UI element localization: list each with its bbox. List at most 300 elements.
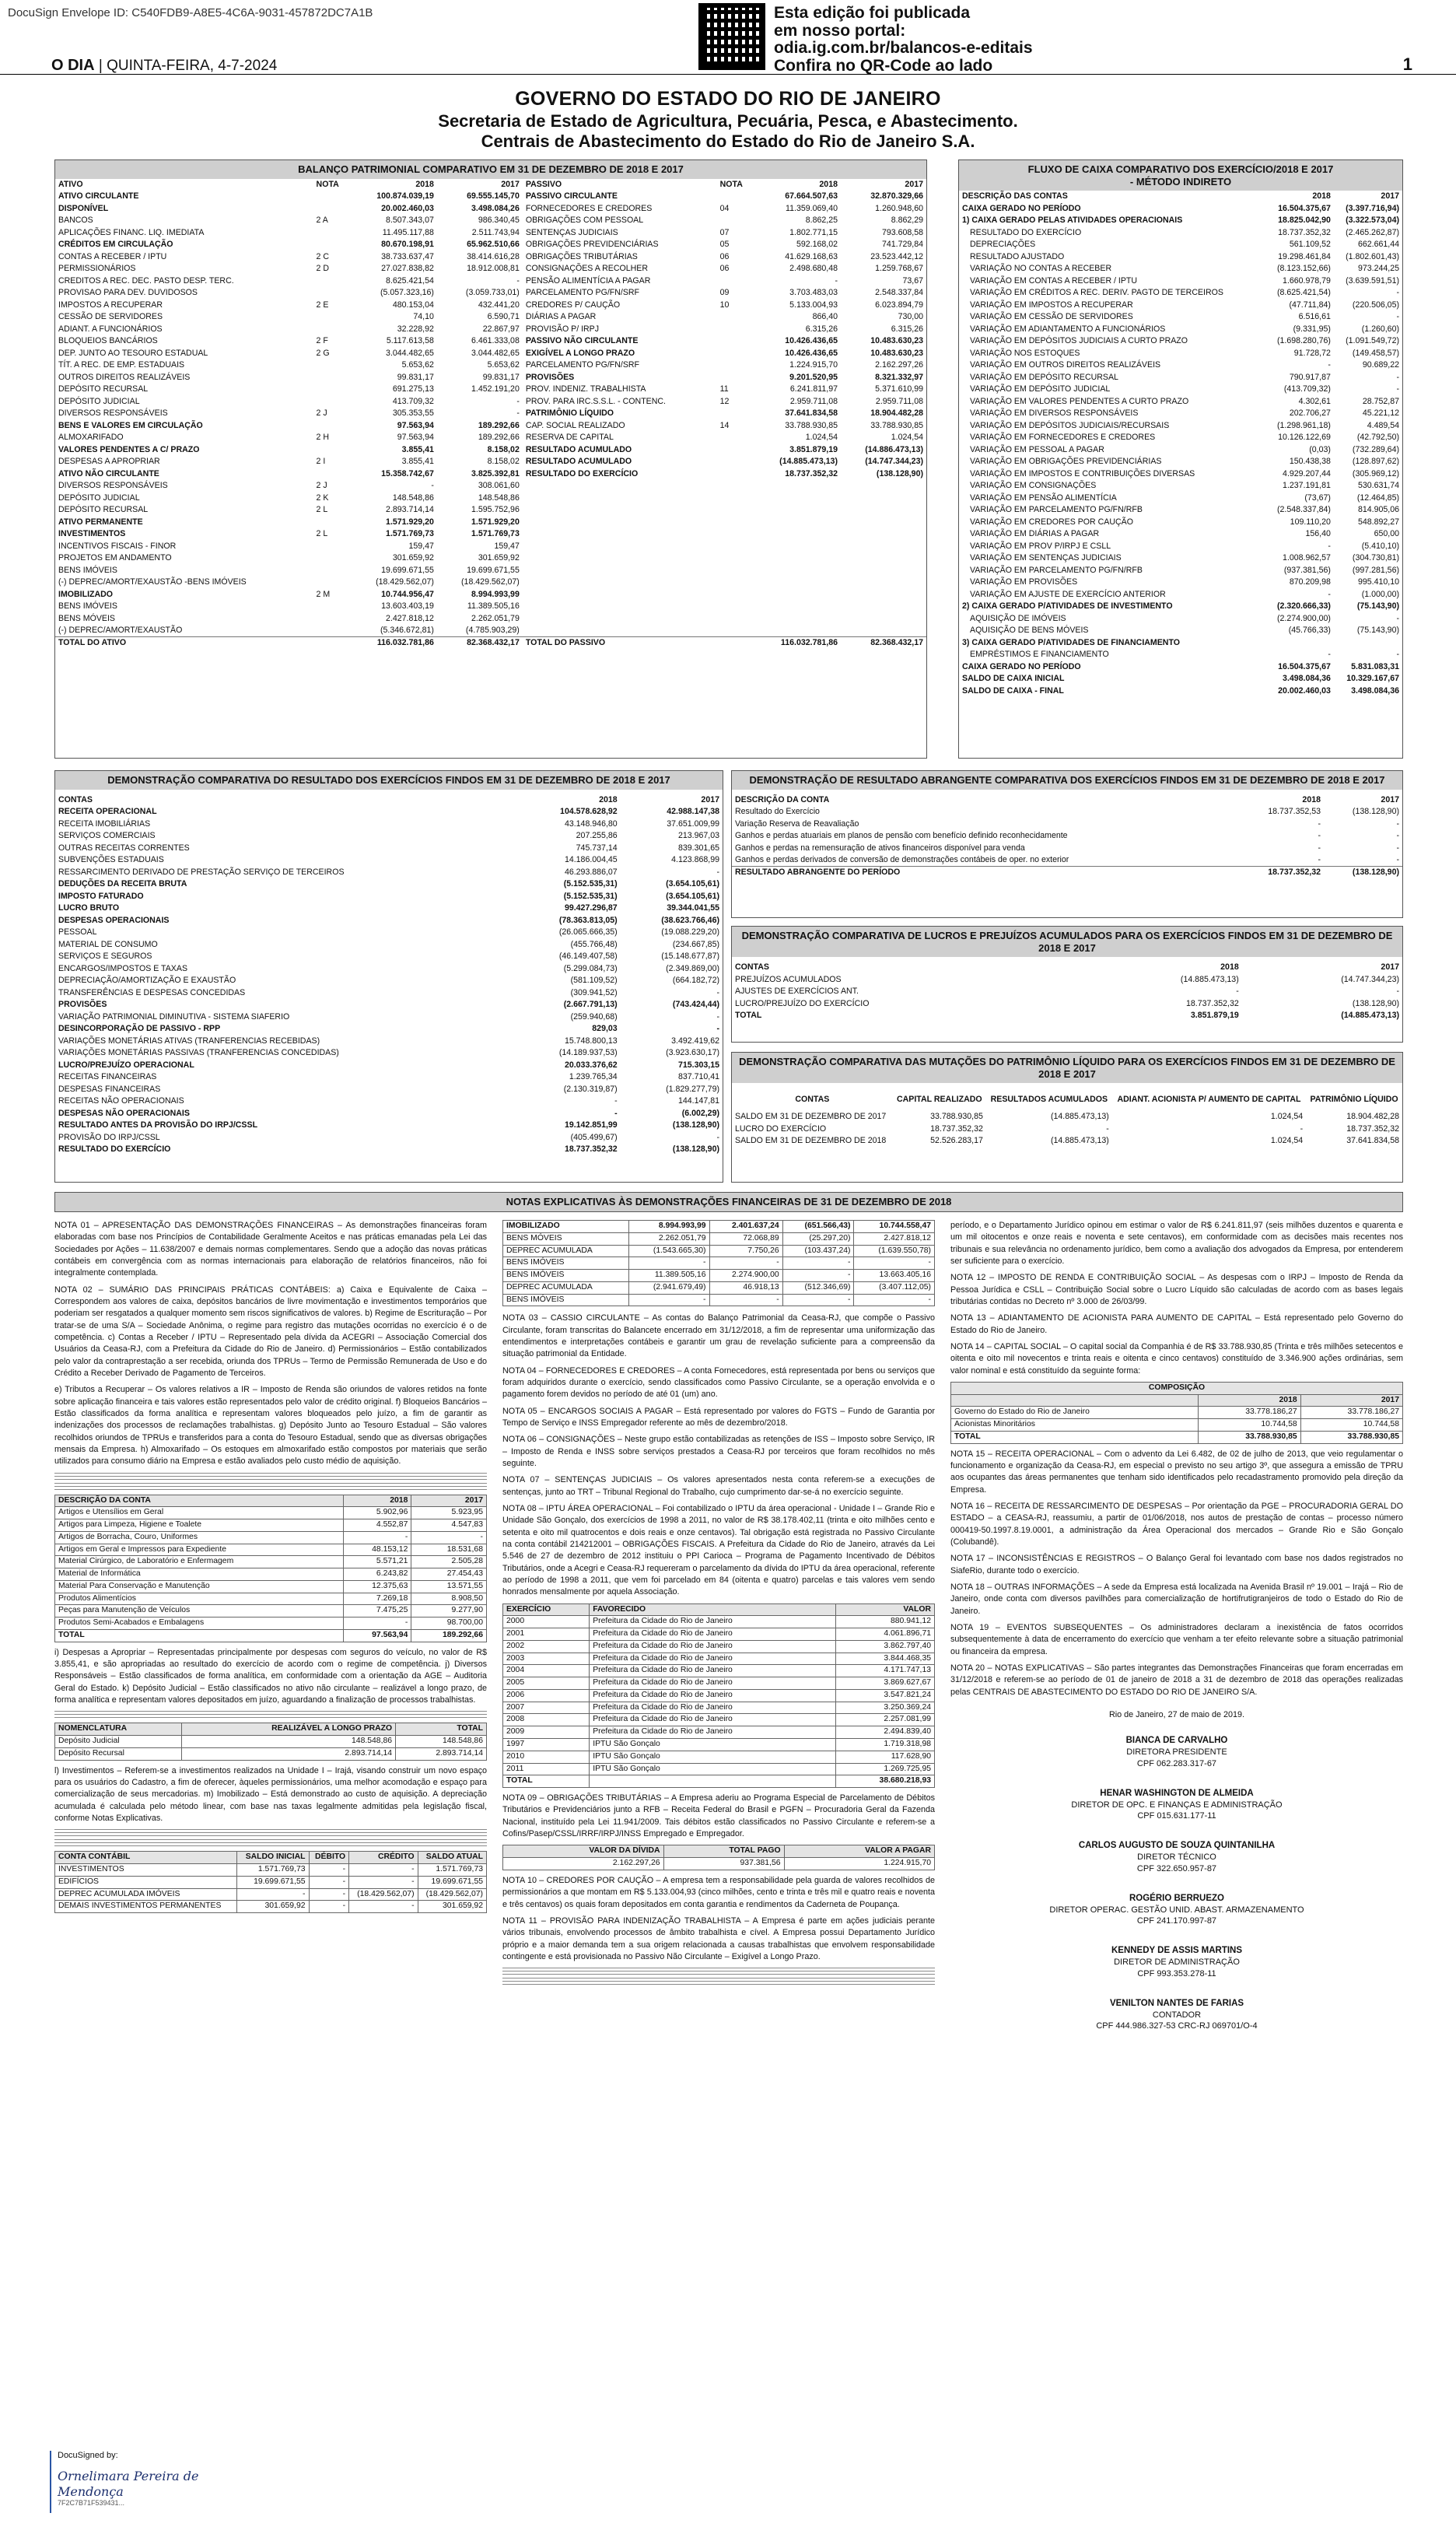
table-cell: - [343,1617,411,1630]
table-cell: (26.065.666,35) [558,927,618,938]
table-cell [313,613,352,626]
table-cell: 8.994.993,99 [471,589,520,599]
signature-doc: CPF 444.986.327-53 CRC-RJ 069701/O-4 [1096,2021,1258,2031]
table-cell: (45.766,33) [1288,626,1331,636]
table-cell: IMOBILIZADO [58,589,114,599]
table-cell: 2 E [316,300,329,310]
table-cell: AJUSTES DE EXERCÍCIOS ANT. [735,987,859,997]
table-row [55,275,926,288]
table-cell: (259.940,68) [570,1011,618,1022]
table-cell: 1.024,54 [1270,1136,1304,1146]
table-cell: 1.571.929,20 [386,517,434,527]
signature-doc: CPF 993.353.278-11 [1137,1968,1216,1978]
table-cell: Prefeitura da Cidade do Rio de Janeiro [590,1714,836,1726]
table-cell: 2008 [503,1714,590,1726]
table-cell: 2.427.818,12 [386,613,434,623]
table-cell: 10.744,58 [1300,1419,1402,1432]
table-cell [717,504,755,517]
table-cell: (9.331,95) [1293,324,1331,334]
table-cell: 3.855,41 [401,444,434,454]
signatures [950,1735,1403,2031]
table-row [503,1677,935,1690]
table-row [55,1568,487,1581]
table-cell: RESULTADO DO EXERCÍCIO [525,468,639,478]
table-cell: DEP. JUNTO AO TESOURO ESTADUAL [58,348,208,358]
table-cell: - [1396,855,1399,865]
table-row [959,263,1402,275]
table-cell: 870.209,98 [1289,577,1331,587]
table-cell: (18.429.562,07) [418,1888,486,1901]
table-row [959,601,1402,613]
divida-table [502,1845,935,1870]
table-cell: ENCARGOS/IMPOSTOS E TAXAS [58,963,188,973]
table-cell: 11.389.505,16 [467,601,520,612]
table-cell: ALMOXARIFADO [58,433,124,443]
table-cell: 2.893.714,14 [181,1747,395,1760]
table-cell: - [614,1096,618,1106]
table-cell: Artigos e Utensílios em Geral [55,1507,344,1519]
table-cell: (75.143,90) [1356,626,1399,636]
table-cell: 2.427.818,12 [854,1232,935,1245]
table-cell: 3.044.482,65 [386,348,434,358]
table-cell: - [1300,1123,1304,1134]
table-cell: - [1106,1123,1109,1134]
table-row [959,215,1402,227]
table-cell: SUBVENÇÕES ESTADUAIS [58,855,164,865]
table-row [503,1257,935,1270]
table-cell: 98.700,00 [411,1617,487,1630]
table-cell: - [1396,384,1399,394]
table-row [55,191,926,203]
table-cell: 33.778.186,27 [1199,1407,1300,1419]
table-cell: 2004 [503,1665,590,1677]
table-cell: 3.492.419,62 [671,1036,719,1046]
table-cell: 5.923,95 [411,1507,487,1519]
table-row [55,951,723,963]
column-header: 2017 [1381,191,1399,202]
table-cell: CAIXA GERADO NO PERÍODO [962,203,1081,213]
table-cell: VARIAÇÃO EM ADIANTAMENTO A FUNCIONÁRIOS [970,324,1166,334]
table-row [55,891,723,903]
table-row [959,685,1402,698]
table-cell: VARIAÇÃO EM DIÁRIAS A PAGAR [970,529,1100,539]
table-cell: (38.623.766,46) [661,915,719,925]
table-cell: 18.912.008,81 [467,264,520,274]
table-cell: (3.923.630,17) [666,1048,719,1058]
table-cell: DEPREC ACUMULADA [503,1281,629,1294]
table-row [503,1858,935,1870]
composicao-table: COMPOSIÇÃO 2018 2017 Governo do Estado do Rio de Janeiro 33.778.186,27 33.778.186,27 Acionistas Minoritários 10.744,58 10.744,58 TOTAL 33.788.930,85 33.788.930,85 [950,1382,1403,1444]
table-cell: 1.024,54 [1270,1112,1304,1122]
table-cell: - [716,1011,719,1022]
table-row [732,843,1402,855]
table-cell [523,480,717,492]
table-cell: 148.548,86 [181,1736,395,1748]
table-cell [717,215,755,227]
table-cell: VARIAÇÃO EM OUTROS DIREITOS REALIZÁVEIS [970,360,1161,370]
note-paragraph: NOTA 04 – FORNECEDORES E CREDORES – A conta Fornecedores, está representada por bens ou serviços que foram adquiridos durante o exercício, sendo classificados como Passivo Circulante, se a operação envolvida e o pagamento forem devidos no período de até 01 (um) ano. [502,1365,935,1400]
table-cell: 19.699.671,55 [237,1876,309,1888]
table-cell: (2.465.262,87) [1346,227,1399,237]
table-cell [313,565,352,577]
table-cell: SENTENÇAS JUDICIAIS [525,227,618,237]
table-cell: (78.363.813,05) [558,915,618,925]
table-cell: VARIAÇÃO EM DEPÓSITO RECURSAL [970,372,1118,382]
table-cell: 67.664.507,63 [785,191,838,202]
table-cell: 189.292,66 [411,1629,487,1642]
table-cell: DESPESAS A APROPRIAR [58,457,160,467]
table-cell [523,552,717,565]
table-row [959,372,1402,384]
table-cell [717,577,755,589]
table-row [732,818,1402,831]
table-row [959,251,1402,264]
table-cell: (14.885.473,13) [1180,974,1239,984]
table-cell [717,191,755,203]
table-row [959,637,1402,650]
table-row [959,492,1402,505]
table-cell: 5.831.083,31 [1351,661,1399,671]
table-cell: PERMISSIONÁRIOS [58,264,136,274]
table-cell: BENS IMÓVEIS [503,1270,629,1282]
table-cell: 2.959.711,08 [875,396,923,406]
table-row [55,1519,487,1532]
table-cell [523,492,717,505]
table-cell: RESULTADO AJUSTADO [970,251,1065,261]
table-cell [523,577,717,589]
table-cell: (732.289,64) [1352,444,1399,454]
note-paragraph: NOTA 11 – PROVISÃO PARA INDENIZAÇÃO TRABALHISTA – A Empresa é parte em ações judiciais perante vários tribunais, envolvendo processos de âmbito trabalhista e cível. A Empresa possui Departamento Jurídico próprio e a maior demanda tem a sua origem relacionada a causas trabalhistas que envolvem responsabilidade contingente e está provisionada no Passivo Não Circulante – Exigível a Longo Prazo. [502,1915,935,1961]
table-cell: DIÁRIAS A PAGAR [525,312,597,322]
table-row [55,843,723,855]
note-paragraph: NOTA 05 – ENCARGOS SOCIAIS A PAGAR – Está representado por valores do FGTS – Fundo de Garantia por Tempo de Serviço e INSS Empregador referente ao mês de dezembro/2018. [502,1406,935,1428]
table-cell: 6.461.333,08 [471,336,520,346]
table-cell [841,480,926,492]
table-cell: 3) CAIXA GERADO P/ATIVIDADES DE FINANCIAMENTO [962,637,1180,647]
table-cell: 18.737.352,32 [564,1144,618,1155]
table-cell [717,589,755,601]
table-cell: 27.027.838,82 [381,264,434,274]
table-cell [523,625,717,637]
column-header: DESCRIÇÃO DAS CONTAS [962,191,1068,202]
table-cell: 2 A [316,216,328,226]
table-cell: 116.032.781,86 [376,638,434,648]
signature-role: CONTADOR [1152,2010,1202,2020]
table-cell: 189.292,66 [478,420,520,430]
table-cell: Artigos para Limpeza, Higiene e Toalete [55,1519,344,1532]
table-cell [313,625,352,637]
table-cell: 148.548,86 [478,492,520,503]
table-cell [313,637,352,650]
table-cell: 9.201.520,95 [789,372,838,382]
table-cell [523,517,717,529]
table-row [55,384,926,396]
table-cell: 156,40 [1305,529,1331,539]
table-cell [755,480,841,492]
table-cell: 207.255,86 [576,831,618,841]
table-row [959,432,1402,444]
signature-name: ROGÉRIO BERRUEZO [1129,1893,1225,1903]
table-cell: (-) DEPREC/AMORT/EXAUSTÃO [58,626,183,636]
table-cell: (309.941,52) [570,987,618,997]
table-cell: (75.143,90) [1356,601,1399,612]
table-cell: 10 [719,300,730,310]
table-cell [755,577,841,589]
table-cell [841,577,926,589]
table-cell: (18.429.562,07) [376,577,434,587]
table-cell: 06 [719,264,730,274]
table-row [55,1901,487,1913]
table-cell [1334,637,1402,650]
table-cell [717,492,755,505]
dre-title: DEMONSTRAÇÃO COMPARATIVA DO RESULTADO DOS EXERCÍCIOS FINDOS EM 31 DE DEZEMBRO DE 2018 E 2017 [55,771,723,790]
table-cell: VARIAÇÃO NOS ESTOQUES [970,348,1080,358]
signature-doc: CPF 062.283.317-67 [1136,1758,1217,1768]
table-cell: (5.152.535,31) [563,879,618,889]
table-row [732,1010,1402,1022]
signature-name: BIANCA DE CARVALHO [1125,1736,1228,1746]
table-cell: - [431,481,434,491]
table-row [503,1221,935,1233]
signature-block [950,1788,1403,1822]
table-cell: Artigos em Geral e Impressos para Expediente [55,1544,344,1556]
table-cell: 33.788.930,85 [785,420,838,430]
table-cell: DIVERSOS RESPONSÁVEIS [58,408,168,419]
table-cell: 561.109,52 [1289,240,1331,250]
table-row [959,396,1402,408]
table-cell [841,504,926,517]
table-cell: VARIAÇÕES MONETÁRIAS ATIVAS (TRANFERENCIAS RECEBIDAS) [58,1036,320,1046]
column-header: EXERCÍCIO [503,1603,590,1616]
table-cell: - [1318,843,1321,853]
table-cell: PARCELAMENTO PG/FN/SRF [525,360,640,370]
table-cell: OBRIGAÇÕES COM PESSOAL [525,216,644,226]
table-row [959,359,1402,372]
table-cell: 2 J [316,481,327,491]
column-header: NOMENCLATURA [55,1723,182,1736]
table-row [55,480,926,492]
newspaper-header: O DIA | QUINTA-FEIRA, 4-7-2024 1 [0,54,1456,75]
table-cell: DESINCORPORAÇÃO DE PASSIVO - RPP [58,1024,221,1034]
table-cell: (2.320.666,33) [1276,601,1331,612]
table-cell: RECEITA IMOBILIÁRIAS [58,818,151,829]
table-cell: 11.495.117,88 [382,227,434,237]
table-cell: (0,03) [1309,444,1331,454]
table-cell: OBRIGAÇÕES PREVIDENCIÁRIAS [525,240,659,250]
table-cell: TOTAL [735,1011,762,1021]
docusigned-block: DocuSigned by: Ornelimara Pereira de Mendonça 7F2C7B71F539431... [50,2451,252,2513]
table-cell: (2.667.791,13) [563,1000,618,1010]
column-header: RESULTADOS ACUMULADOS [990,1094,1108,1104]
table-cell: 99.831,17 [397,372,434,382]
table-row [732,1123,1402,1136]
table-cell: DEPREC ACUMULADA [503,1245,629,1257]
table-cell: 480.153,04 [392,300,434,310]
table-cell: APLICAÇÕES FINANC. LIQ. IMEDIATA [58,227,205,237]
table-row [55,1736,487,1748]
table-cell: 18.737.352,32 [785,468,838,478]
table-cell: Ganhos e perdas derivados de conversão de demonstrações contábeis de oper. no exterior [735,855,1069,865]
table-row [503,1751,935,1763]
table-cell: 793.608,58 [881,227,923,237]
balanco-patrimonial [54,159,927,759]
table-cell: 06 [719,251,730,261]
table-cell [313,239,352,251]
table-cell: 6.590,71 [487,312,520,322]
table-cell: - [1396,372,1399,382]
table-cell: 730,00 [898,312,923,322]
table-row [55,878,723,891]
table-cell: 18.737.352,53 [1268,807,1321,817]
table-row [503,1739,935,1751]
table-cell: OBRIGAÇÕES TRIBUTÁRIAS [525,251,638,261]
table-row [55,915,723,927]
table-cell: 39.344.041,55 [667,903,719,913]
table-row [55,468,926,481]
table-cell: RESULTADO DO EXERCÍCIO [58,1144,171,1155]
table-cell: (1.802.601,43) [1346,251,1399,261]
table-row [503,1726,935,1739]
table-cell: 2 L [316,529,328,539]
table-cell: IMPOSTOS A RECUPERAR [58,300,163,310]
table-cell: TOTAL [55,1629,344,1642]
column-header: PASSIVO [525,179,562,189]
column-header: CONTAS [795,1094,830,1104]
table-row [503,1232,935,1245]
table-cell [523,528,717,541]
table-cell: BENS MÓVEIS [58,613,115,623]
table-cell: VARIAÇÃO EM IMPOSTOS A RECUPERAR [970,300,1133,310]
table-cell: VARIAÇÃO EM CREDORES POR CAUÇÃO [970,517,1133,527]
table-cell: BENS MÓVEIS [503,1232,629,1245]
table-row [55,1011,723,1024]
table-cell: 13.663.405,16 [854,1270,935,1282]
table-row [732,830,1402,843]
table-cell: (138.128,90) [672,1144,719,1155]
table-cell: CAIXA GERADO NO PERÍODO [962,661,1081,671]
table-cell: (14.885.473,13) [779,457,838,467]
table-row [959,649,1402,661]
table-cell: 1.452.191,20 [471,384,520,394]
table-cell: 104.578.628,92 [560,807,618,817]
table-cell: Variação Reserva de Reavaliação [735,818,859,829]
table-cell: 1.269.725,95 [836,1763,935,1775]
table-cell: PENSÃO ALIMENTÍCIA A PAGAR [525,275,651,286]
table-cell [717,335,755,348]
table-cell: 14.186.004,45 [564,855,618,865]
table-cell: (14.885.473,13) [1341,1011,1399,1021]
table-cell: 866,40 [812,312,838,322]
table-cell: 1.802.771,15 [789,227,838,237]
table-row [959,625,1402,637]
table-cell: (42.792,50) [1356,433,1399,443]
table-cell: Prefeitura da Cidade do Rio de Janeiro [590,1702,836,1714]
table-cell: DEPÓSITO RECURSAL [58,505,149,515]
table-cell: LUCRO DO EXERCÍCIO [735,1123,827,1134]
table-cell: (138.128,90) [1352,867,1399,878]
table-cell: 10.744.558,47 [854,1221,935,1233]
table-cell: (3.639.591,51) [1346,275,1399,286]
table-cell: 2003 [503,1653,590,1665]
column-header: FAVORECIDO [590,1603,836,1616]
table-cell: OUTROS DIREITOS REALIZÁVEIS [58,372,191,382]
table-cell: RESULTADO ABRANGENTE DO PERÍODO [735,867,901,878]
table-cell: (47.711,84) [1289,300,1331,310]
table-cell [841,589,926,601]
table-cell: (8.123.152,66) [1276,264,1331,274]
note-paragraph: NOTA 12 – IMPOSTO DE RENDA E CONTRIBUIÇÃO SOCIAL – As despesas com o IRPJ – Imposto de Renda da Pessoa Jurídica e CSLL – Contribuição Social sobre o Lucro Líquido são calculadas de acordo com as bases legais tributárias contidas no Decreto nº 3.000 de 26/03/99. [950,1273,1403,1306]
table-row [55,1747,487,1760]
table-cell: VARIAÇÃO EM OBRIGAÇÕES PREVIDENCIÁRIAS [970,457,1162,467]
table-cell: (15.148.677,87) [661,952,719,962]
table-row [503,1665,935,1677]
table-cell: SERVIÇOS COMERCIAIS [58,831,156,841]
table-cell: - [1318,818,1321,829]
table-cell: 46.918,13 [709,1281,782,1294]
table-row [55,565,926,577]
table-cell: (103.437,24) [782,1245,854,1257]
table-cell: 6.243,82 [343,1568,411,1581]
table-cell: (5.152.535,31) [563,891,618,901]
table-cell: (138.128,90) [1352,998,1399,1008]
table-row [55,1120,723,1132]
table-cell: 2.893.714,14 [396,1747,487,1760]
table-cell: - [349,1876,418,1888]
table-cell: (138.128,90) [1352,807,1399,817]
table-cell: 14 [719,420,730,430]
table-cell [313,191,352,203]
table-cell: 1.571.769,73 [471,529,520,539]
table-cell: TOTAL [951,1432,1199,1444]
table-cell: 10.329.167,67 [1346,674,1399,684]
table-cell: Prefeitura da Cidade do Rio de Janeiro [590,1665,836,1677]
table-row [55,987,723,1000]
table-row [503,1714,935,1726]
table-row [503,1628,935,1641]
table-cell: (2.274.900,00) [1276,613,1331,623]
table-cell: INVESTIMENTOS [58,529,126,539]
table-row [55,854,723,867]
table-cell: 33.788.930,85 [1300,1432,1402,1444]
table-cell: VARIAÇÃO EM IMPOSTOS E CONTRIBUIÇÕES DIVERSAS [970,468,1195,478]
table-cell: 11.359.069,40 [786,203,838,213]
table-row [503,1640,935,1653]
table-cell: (405.499,67) [570,1132,618,1142]
table-row [55,867,723,879]
table-cell: 19.142.851,99 [564,1120,618,1130]
table-cell: (14.747.344,23) [1341,974,1399,984]
table-cell: 18.531,68 [411,1544,487,1556]
table-cell: 18.825.042,90 [1278,216,1331,226]
column-header: REALIZÁVEL A LONGO PRAZO [181,1723,395,1736]
table-cell [841,517,926,529]
table-cell [313,444,352,457]
table-row [732,998,1402,1011]
table-row [732,1111,1402,1123]
table-cell: DEPRECIAÇÕES [970,240,1036,250]
table-cell: 82.368.432,17 [467,638,520,648]
table-cell: 2001 [503,1628,590,1641]
table-cell: 413.709,32 [392,396,434,406]
table-cell: 3.498.084,36 [1283,674,1331,684]
table-cell [755,504,841,517]
table-cell: 12 [719,396,730,406]
table-cell: TOTAL DO PASSIVO [525,638,606,648]
table-cell [717,432,755,444]
dlpa-title: DEMONSTRAÇÃO COMPARATIVA DE LUCROS E PREJUÍZOS ACUMULADOS PARA OS EXERCÍCIOS FINDOS EM 31 DE DEZEMBRO DE 2018 E 2017 [732,927,1402,957]
column-header: ADIANT. ACIONISTA P/ AUMENTO DE CAPITAL [1117,1094,1301,1104]
table-cell [841,552,926,565]
